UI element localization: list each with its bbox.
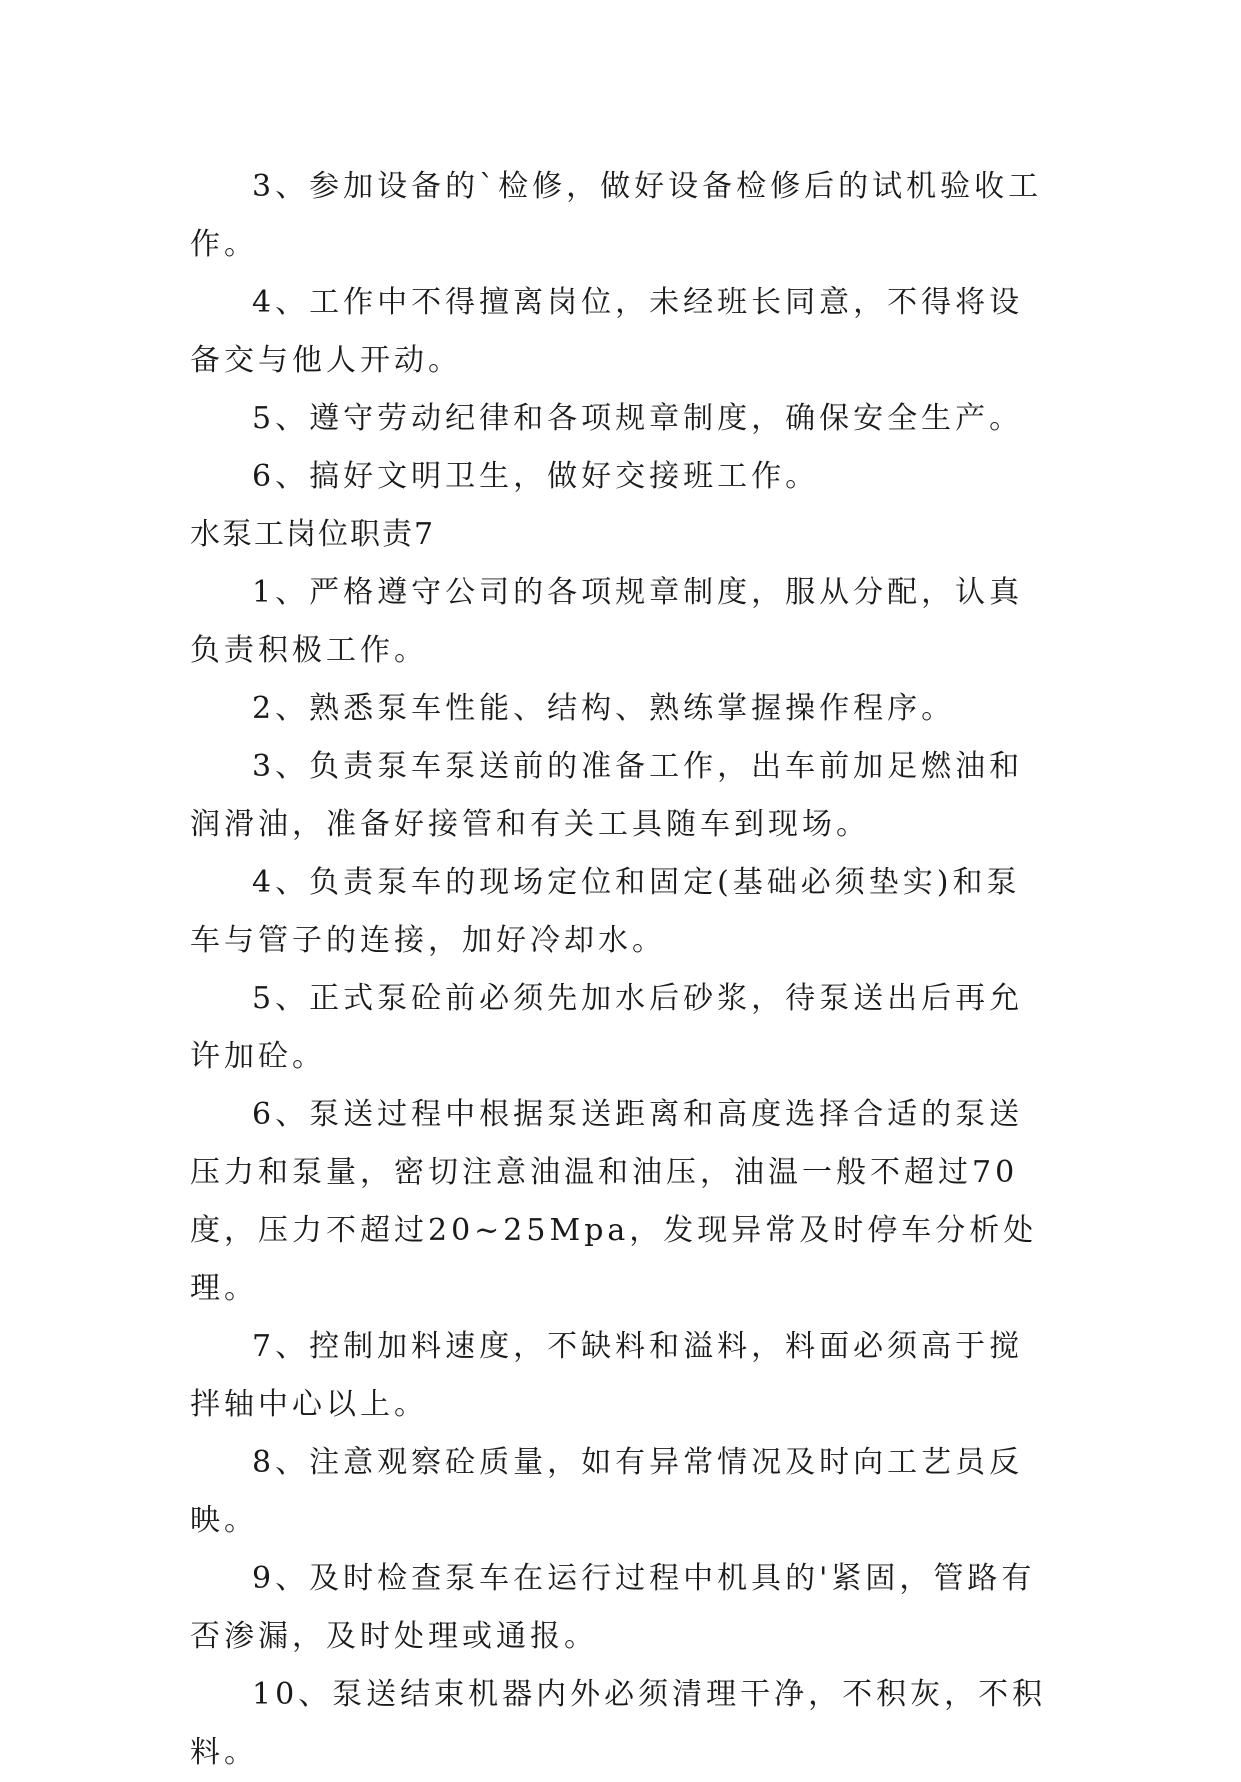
duty-item-3: 3、负责泵车泵送前的准备工作，出车前加足燃油和润滑油，准备好接管和有关工具随车到现场。 (190, 749, 1024, 842)
duty-item-10: 10、泵送结束机器内外必须清理干净，不积灰，不积料。 (190, 1677, 1047, 1770)
duty-item-4: 4、负责泵车的现场定位和固定(基础必须垫实)和泵车与管子的连接，加好冷却水。 (190, 865, 1021, 958)
duty-item-2: 2、熟悉泵车性能、结构、熟练掌握操作程序。 (252, 691, 956, 726)
duty-item-8: 8、注意观察砼质量，如有异常情况及时向工艺员反映。 (190, 1445, 1024, 1538)
paragraph-item-4: 4、工作中不得擅离岗位，未经班长同意，不得将设备交与他人开动。 (190, 285, 1024, 378)
document-body (190, 158, 1050, 1782)
paragraph-item-5: 5、遵守劳动纪律和各项规章制度，确保安全生产。 (252, 401, 1024, 436)
duty-item-1: 1、严格遵守公司的各项规章制度，服从分配，认真负责积极工作。 (190, 575, 1024, 668)
section-heading: 水泵工岗位职责7 (190, 517, 436, 552)
duty-item-6: 6、泵送过程中根据泵送距离和高度选择合适的泵送压力和泵量，密切注意油温和油压，油温一般不超过70度，压力不超过20~25Mpa，发现异常及时停车分析处理。 (190, 1097, 1038, 1306)
paragraph-item-6: 6、搞好文明卫生，做好交接班工作。 (252, 459, 820, 494)
duty-item-5: 5、正式泵砼前必须先加水后砂浆，待泵送出后再允许加砼。 (190, 981, 1024, 1074)
duty-item-9: 9、及时检查泵车在运行过程中机具的'紧固，管路有否渗漏，及时处理或通报。 (190, 1561, 1036, 1654)
paragraph-item-3: 3、参加设备的`检修，做好设备检修后的试机验收工作。 (190, 169, 1043, 262)
duty-item-7: 7、控制加料速度，不缺料和溢料，料面必须高于搅拌轴中心以上。 (190, 1329, 1024, 1422)
